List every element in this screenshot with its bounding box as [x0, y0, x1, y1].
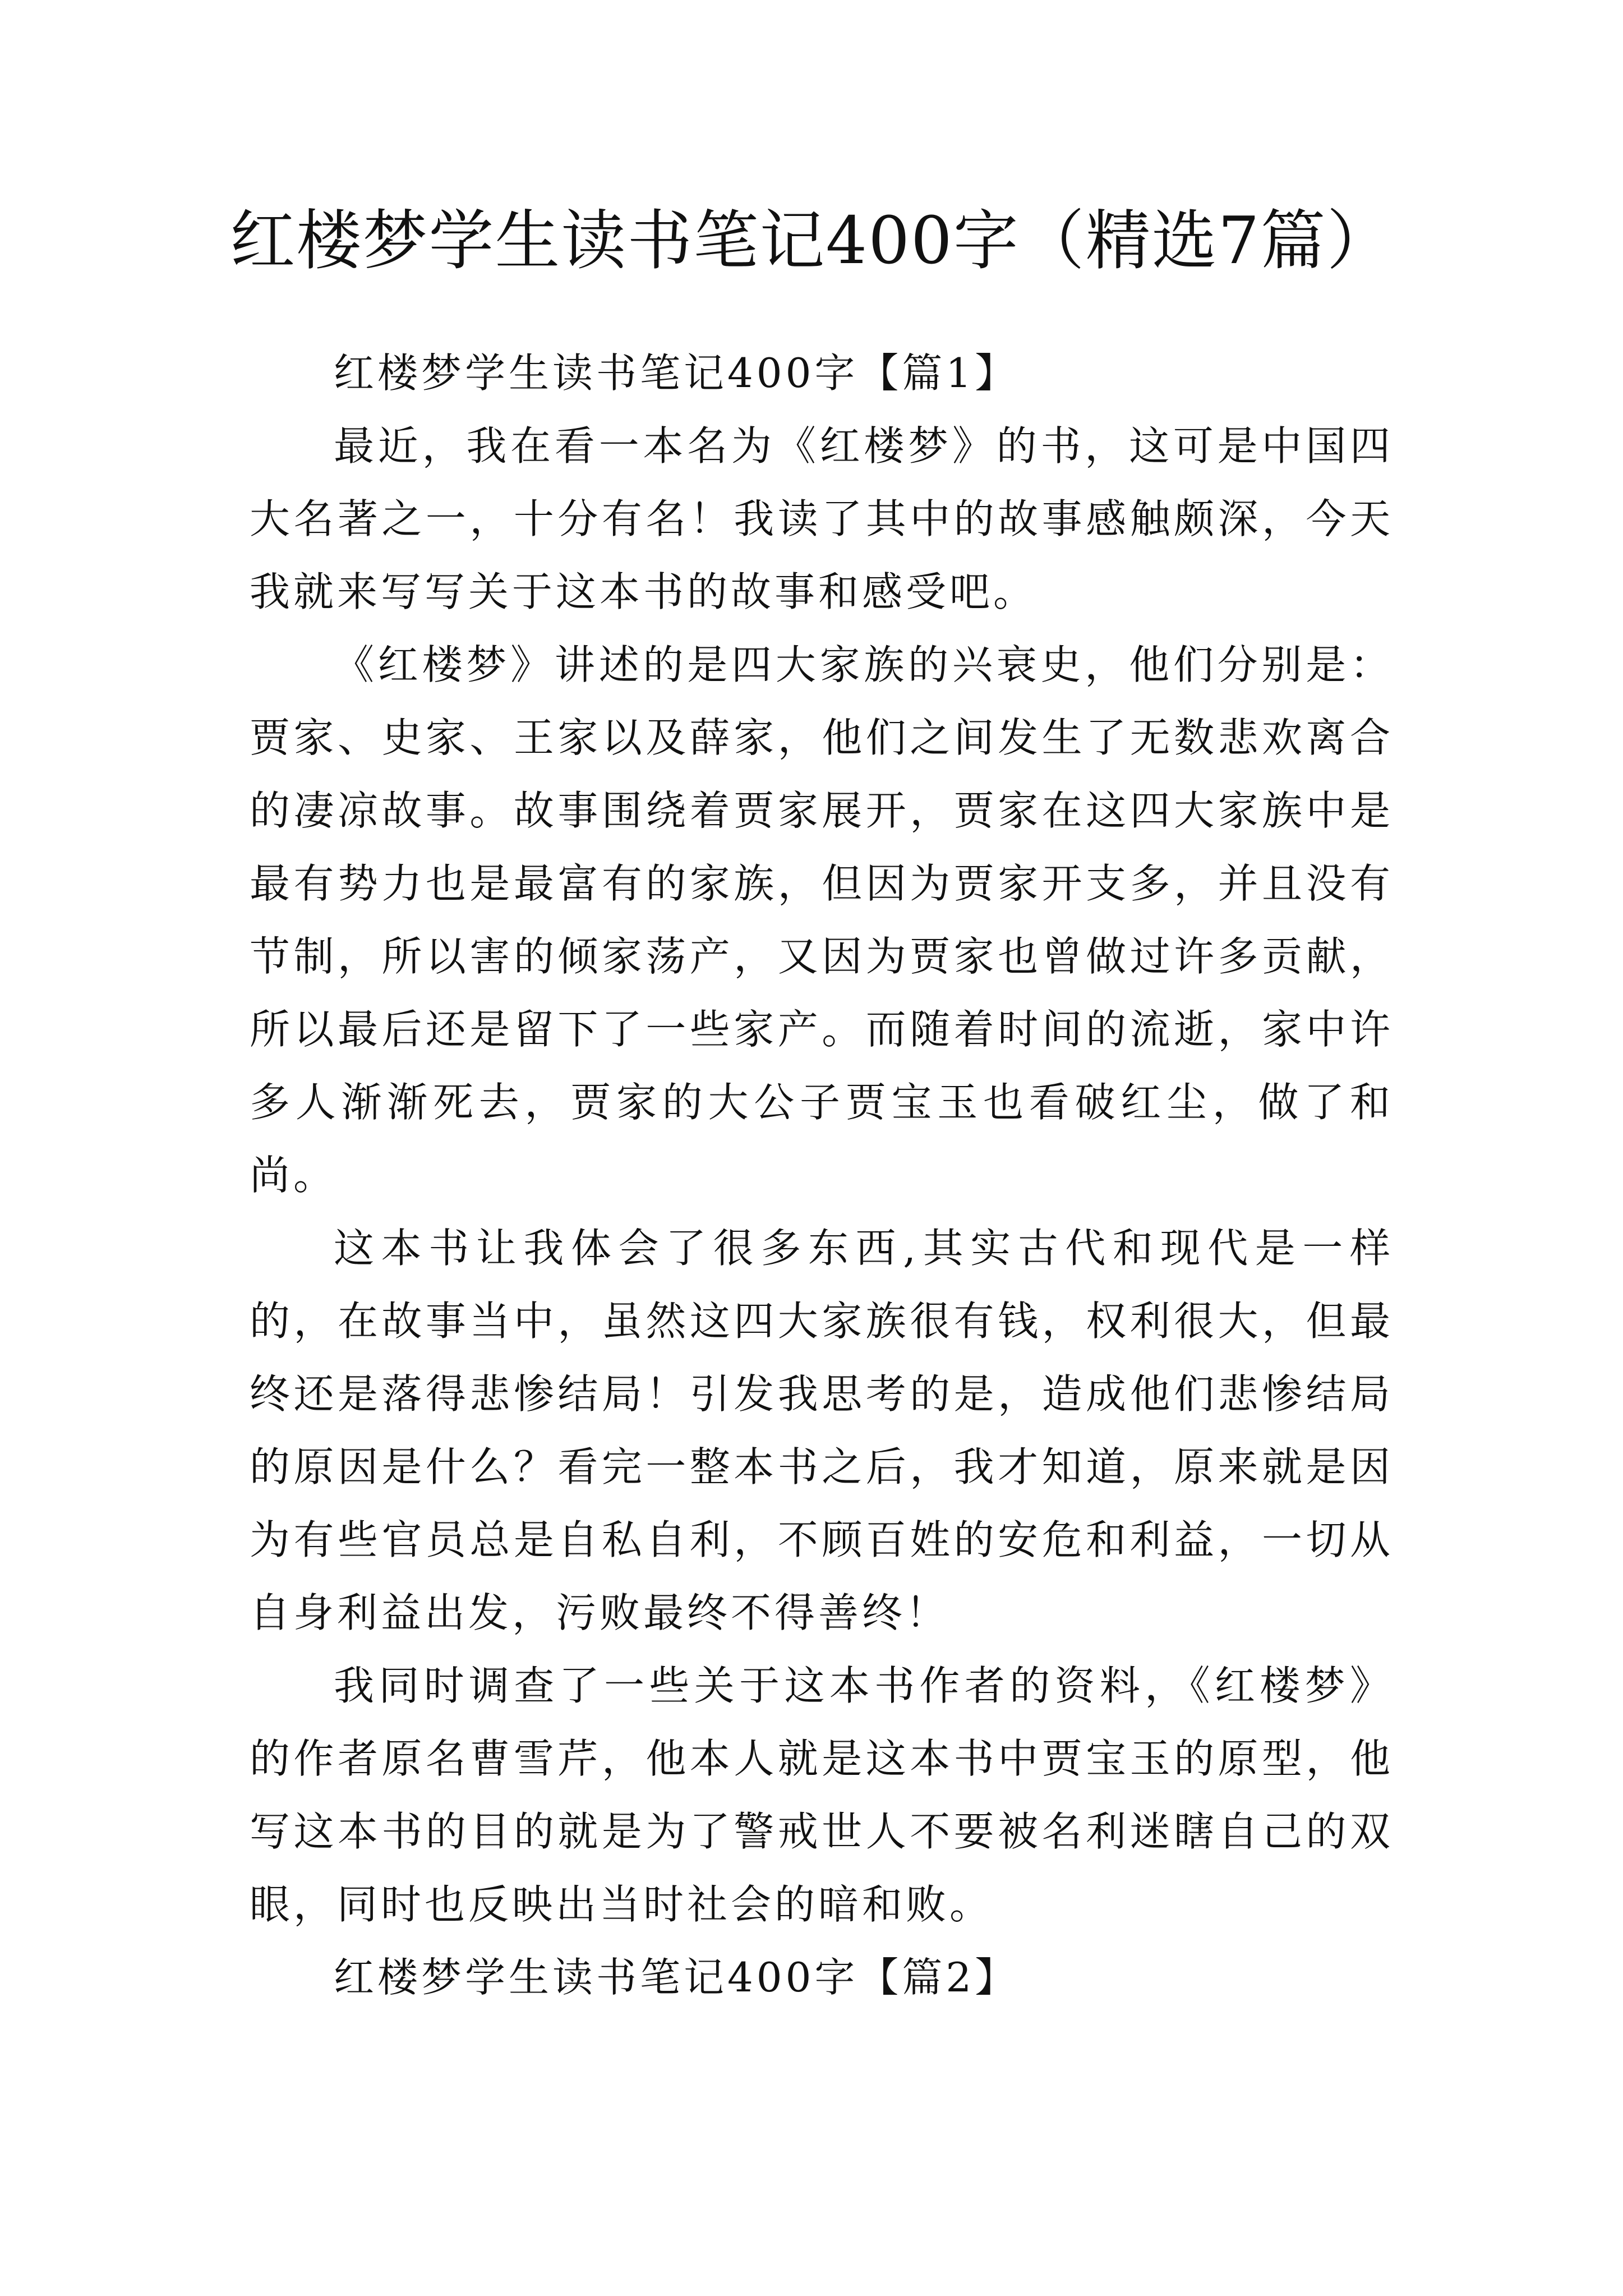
section-heading-2: 红楼梦学生读书笔记400字【篇2】: [334, 1954, 1019, 2001]
paragraph: 最近，我在看一本名为《红楼梦》的书，这可是中国四大名著之一，十分有名！我读了其中的故事感触颇深，今天我就来写写关于这本书的故事和感受吧。: [250, 422, 1394, 615]
paragraph: 《红楼梦》讲述的是四大家族的兴衰史，他们分别是：贾家、史家、王家以及薛家，他们之间发生了无数悲欢离合的凄凉故事。故事围绕着贾家展开，贾家在这四大家族中是最有势力也是最富有的家族，但因为贾家开支多，并且没有节制，所以害的倾家荡产，又因为贾家也曾做过许多贡献，所以最后还是留下了一些家产。而随着时间的流逝，家中许多人渐渐死去，贾家的大公子贾宝玉也看破红尘，做了和尚。: [250, 641, 1394, 1199]
document-body: [250, 337, 1394, 2014]
paragraph: 这本书让我体会了很多东西,其实古代和现代是一样的，在故事当中，虽然这四大家族很有钱，权利很大，但最终还是落得悲惨结局！引发我思考的是，造成他们悲惨结局的原因是什么？看完一整本书之后，我才知道，原来就是因为有些官员总是自私自利，不顾百姓的安危和利益，一切从自身利益出发，污败最终不得善终！: [250, 1225, 1394, 1636]
paragraph: 我同时调查了一些关于这本书作者的资料，《红楼梦》的作者原名曹雪芹，他本人就是这本书中贾宝玉的原型，他写这本书的目的就是为了警戒世人不要被名利迷瞎自己的双眼，同时也反映出当时社会的暗和败。: [250, 1662, 1394, 1928]
page-title: 红楼梦学生读书笔记400字（精选7篇）: [230, 203, 1393, 279]
section-heading-1: 红楼梦学生读书笔记400字【篇1】: [334, 349, 1019, 397]
